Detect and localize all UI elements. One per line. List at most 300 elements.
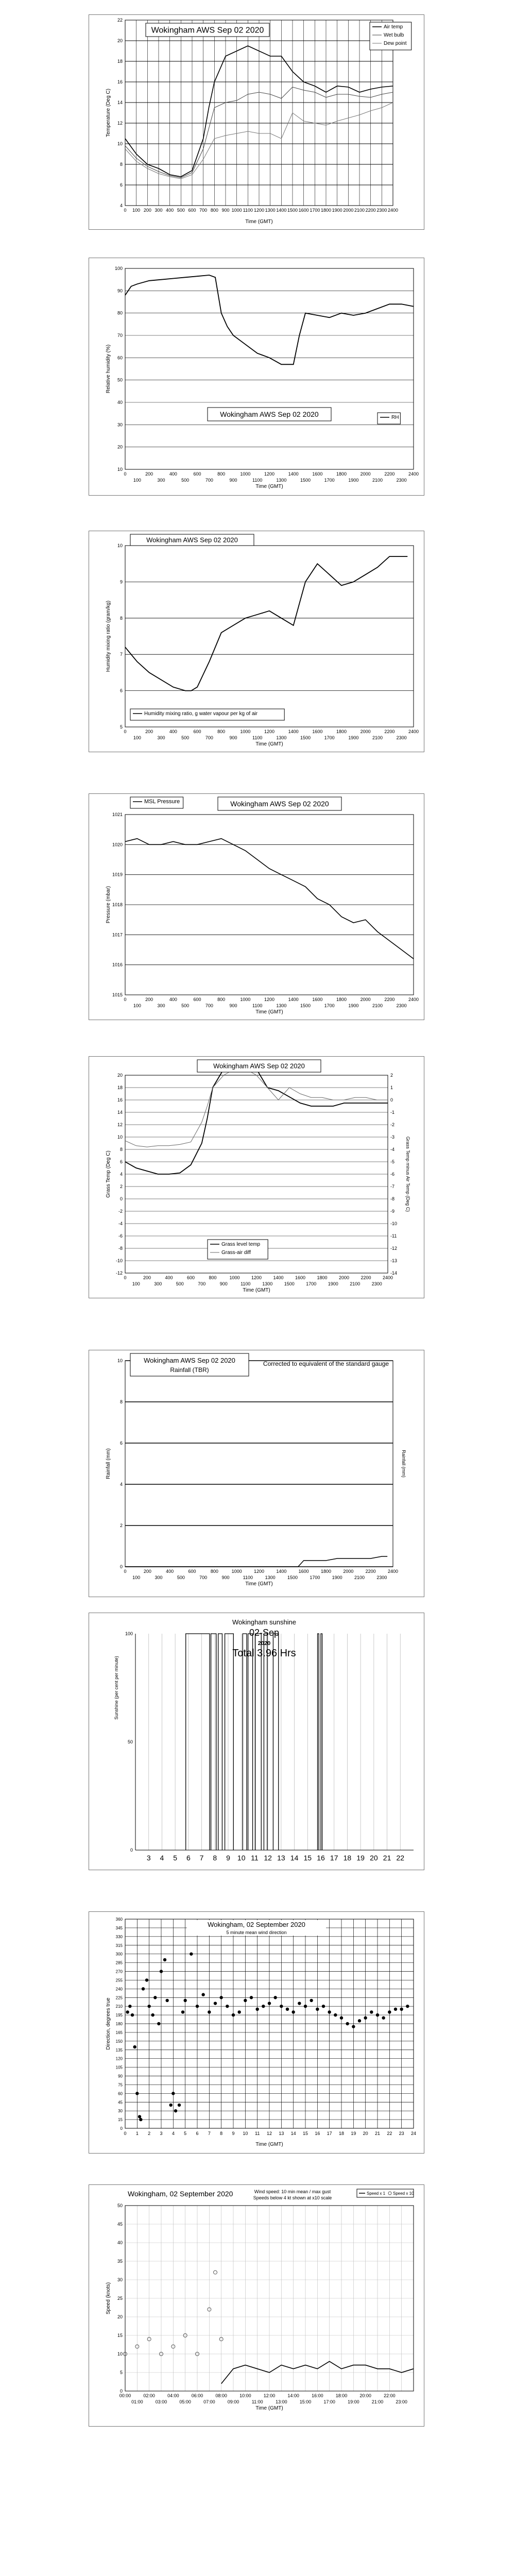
- y-tick-label: -10: [115, 1258, 123, 1263]
- x-tick-label: 0: [124, 997, 127, 1002]
- y-tick-label: 4: [119, 1172, 123, 1177]
- x-tick-label: 300: [157, 735, 165, 740]
- x-tick-label: 1900: [332, 1575, 342, 1580]
- wind-direction-point: [316, 2008, 319, 2011]
- x-tick-label: 200: [145, 729, 153, 734]
- x-tick-label: 200: [143, 1275, 151, 1280]
- x-tick-label: 1300: [262, 1281, 273, 1286]
- x-tick-label: 2100: [372, 1003, 383, 1008]
- y-tick-label: 45: [117, 2222, 123, 2227]
- x-tick-label: 2000: [343, 1569, 354, 1574]
- x-tick-label: 2400: [408, 729, 419, 734]
- x-tick-label: 07:00: [203, 2399, 215, 2404]
- wind-direction-point: [291, 2010, 295, 2013]
- y-tick-label: 18: [117, 1085, 123, 1090]
- x-tick-label: 1000: [240, 997, 251, 1002]
- x-tick-label: 5: [173, 1854, 178, 1862]
- y-tick-label: 1019: [112, 872, 123, 877]
- wind-direction-point: [352, 2025, 355, 2028]
- x-tick-label: 0: [124, 729, 127, 734]
- x-tick-label: 1200: [264, 729, 275, 734]
- y-tick-label: 1015: [112, 992, 123, 997]
- chart-subtitle: 5 minute mean wind direction: [226, 1930, 287, 1935]
- x-tick-label: 400: [165, 1275, 173, 1280]
- y-tick-label: 300: [115, 1952, 123, 1957]
- x-tick-label: 600: [193, 997, 201, 1002]
- y-axis-label: Humidity mixing ratio (gram/kg): [106, 600, 111, 672]
- wind-direction-point: [151, 2013, 154, 2016]
- wind-direction-point: [135, 2092, 139, 2095]
- x-tick-label: 8: [213, 1854, 217, 1862]
- x-tick-label: 900: [229, 1003, 237, 1008]
- sunshine-bar: [218, 1634, 222, 1850]
- x-axis-label: Time (GMT): [255, 484, 283, 489]
- sunshine-bar: [255, 1634, 262, 1850]
- speed-x10-point: [214, 2270, 217, 2274]
- x-tick-label: 1400: [273, 1275, 284, 1280]
- y-tick-label: 165: [115, 2030, 123, 2035]
- y-tick-label: 0: [120, 2126, 123, 2131]
- x-tick-label: 6: [186, 1854, 191, 1862]
- y-tick-label: 30: [117, 422, 123, 428]
- wind-direction-point: [139, 2118, 142, 2121]
- x-tick-label: 20: [370, 1854, 378, 1862]
- x-tick-label: 2100: [354, 1575, 365, 1580]
- x-tick-label: 09:00: [227, 2399, 239, 2404]
- x-tick-label: 600: [186, 1275, 195, 1280]
- x-tick-label: 1800: [320, 1569, 332, 1574]
- wind-direction-point: [400, 2008, 403, 2011]
- wind-direction-point: [142, 1987, 145, 1990]
- x-tick-label: 400: [166, 1569, 174, 1574]
- x-tick-label: 1700: [310, 1575, 320, 1580]
- chart-panel-sunshine: [89, 1613, 424, 1870]
- y-tick-label: 6: [119, 1159, 123, 1164]
- wind-direction-point: [163, 1958, 166, 1961]
- chart-panel-wind-direction: [89, 1911, 424, 2154]
- x-tick-label: 1000: [231, 208, 242, 213]
- wind-direction-point: [232, 2013, 235, 2016]
- legend-label: RH: [391, 415, 399, 420]
- y-right-tick-label: -9: [390, 1209, 395, 1214]
- x-tick-label: 1600: [312, 729, 323, 734]
- x-tick-label: 600: [188, 208, 196, 213]
- x-tick-label: 18: [343, 1854, 352, 1862]
- y-tick-label: 14: [117, 100, 123, 105]
- y-tick-label: 315: [115, 1943, 123, 1948]
- y-tick-label: 20: [117, 38, 123, 43]
- wind-direction-point: [298, 2002, 301, 2005]
- x-tick-label: 14: [290, 1854, 299, 1862]
- y-tick-label: 1021: [112, 812, 123, 817]
- x-tick-label: 04:00: [167, 2393, 179, 2398]
- x-tick-label: 0: [124, 1275, 127, 1280]
- x-tick-label: 2: [148, 2131, 151, 2136]
- x-tick-label: 700: [198, 1281, 206, 1286]
- y-tick-label: 20: [117, 2314, 123, 2319]
- x-tick-label: 3: [160, 2131, 163, 2136]
- x-tick-label: 1500: [300, 735, 311, 740]
- y-tick-label: 240: [115, 1987, 123, 1992]
- y-tick-label: 225: [115, 1995, 123, 2001]
- x-tick-label: 1: [135, 2131, 139, 2136]
- x-tick-label: 15:00: [299, 2399, 312, 2404]
- sunshine-bar: [243, 1634, 247, 1850]
- x-tick-label: 200: [143, 1569, 151, 1574]
- x-tick-label: 1700: [310, 208, 320, 213]
- wind-direction-point: [133, 2045, 136, 2048]
- x-tick-label: 8: [220, 2131, 223, 2136]
- chart-title: Wokingham sunshine: [232, 1618, 297, 1626]
- y-tick-label: 15: [117, 2333, 123, 2338]
- y-tick-label: 10: [117, 141, 123, 146]
- x-tick-label: 01:00: [131, 2399, 143, 2404]
- x-tick-label: 2200: [384, 471, 395, 477]
- wind-direction-point: [131, 2013, 134, 2016]
- x-tick-label: 18: [338, 2131, 345, 2136]
- x-tick-label: 600: [193, 729, 201, 734]
- x-tick-label: 19: [356, 1854, 365, 1862]
- x-tick-label: 2200: [384, 997, 395, 1002]
- y-tick-label: 0: [119, 1196, 123, 1201]
- wind-direction-point: [219, 1996, 222, 1999]
- y-tick-label: 360: [115, 1917, 123, 1922]
- y-tick-label: 15: [118, 2117, 123, 2123]
- chart-title: Wokingham, 02 September 2020: [208, 1921, 305, 1928]
- x-tick-label: 05:00: [179, 2399, 191, 2404]
- y-tick-label: 285: [115, 1960, 123, 1965]
- x-tick-label: 400: [166, 208, 174, 213]
- y-tick-label: 100: [114, 266, 123, 271]
- x-tick-label: 13: [277, 1854, 285, 1862]
- y-tick-label: 1018: [112, 902, 123, 907]
- x-tick-label: 10: [243, 2131, 248, 2136]
- wind-direction-point: [255, 2008, 259, 2011]
- x-tick-label: 1500: [300, 1003, 311, 1008]
- x-tick-label: 17:00: [323, 2399, 335, 2404]
- x-tick-label: 9: [232, 2131, 235, 2136]
- x-tick-label: 1400: [288, 471, 299, 477]
- y-tick-label: 16: [117, 1097, 123, 1103]
- wind-direction-point: [268, 2002, 271, 2005]
- y-right-tick-label: 2: [390, 1073, 393, 1078]
- x-tick-label: 800: [217, 997, 226, 1002]
- x-tick-label: 1600: [312, 471, 323, 477]
- x-tick-label: 1600: [298, 208, 309, 213]
- y-tick-label: 0: [119, 1564, 123, 1569]
- plot-frame: [125, 268, 414, 469]
- x-tick-label: 11: [251, 1854, 259, 1862]
- x-tick-label: 1900: [332, 208, 342, 213]
- x-tick-label: 500: [176, 1281, 184, 1286]
- y-tick-label: 14: [117, 1110, 123, 1115]
- x-axis-label: Time (GMT): [245, 1581, 273, 1587]
- x-tick-label: 1900: [328, 1281, 338, 1286]
- x-tick-label: 16:00: [312, 2393, 323, 2398]
- x-tick-label: 800: [210, 1569, 218, 1574]
- chart-title: Wokingham AWS Sep 02 2020: [144, 1357, 235, 1364]
- x-tick-label: 900: [221, 208, 230, 213]
- x-tick-label: 1800: [320, 208, 332, 213]
- x-tick-label: 22: [387, 2131, 392, 2136]
- y-tick-label: 16: [117, 79, 123, 84]
- x-tick-label: 21: [383, 1854, 391, 1862]
- y-tick-label: 7: [119, 652, 123, 657]
- wind-direction-point: [171, 2092, 175, 2095]
- x-tick-label: 800: [217, 729, 226, 734]
- y-tick-label: 8: [119, 1399, 123, 1404]
- y-tick-label: 30: [118, 2109, 123, 2114]
- y-tick-label: 40: [117, 2240, 123, 2245]
- wind-direction-point: [190, 1952, 193, 1955]
- y-right-tick-label: -5: [390, 1159, 395, 1164]
- x-tick-label: 10:00: [239, 2393, 251, 2398]
- x-tick-label: 400: [169, 729, 177, 734]
- wind-direction-point: [169, 2104, 172, 2107]
- wind-direction-point: [244, 1999, 247, 2002]
- x-tick-label: 1500: [287, 1575, 298, 1580]
- y-tick-label: 195: [115, 2013, 123, 2018]
- wind-speed-chart: [89, 2185, 424, 2426]
- y-tick-label: 150: [115, 2039, 123, 2044]
- x-tick-label: 2300: [371, 1281, 382, 1286]
- x-tick-label: 0: [124, 208, 127, 213]
- chart-panel-temperature: [89, 14, 424, 230]
- x-tick-label: 11: [254, 2131, 260, 2136]
- sunshine-bar: [248, 1634, 253, 1850]
- x-tick-label: 15: [303, 1854, 312, 1862]
- y-tick-label: 10: [117, 1134, 123, 1140]
- x-tick-label: 1700: [324, 735, 335, 740]
- series-line-0: [125, 839, 414, 959]
- x-tick-label: 1900: [348, 1003, 359, 1008]
- wind-direction-point: [196, 2005, 199, 2008]
- x-tick-label: 100: [133, 1003, 141, 1008]
- y-right-tick-label: -7: [390, 1184, 395, 1189]
- y-axis-label: Speed (knots): [106, 2282, 111, 2315]
- y-tick-label: 5: [119, 724, 123, 730]
- chart-panel-wind-speed: [89, 2184, 424, 2427]
- x-tick-label: 9: [226, 1854, 230, 1862]
- y-right-tick-label: 1: [390, 1085, 393, 1090]
- x-tick-label: 900: [221, 1575, 230, 1580]
- x-tick-label: 20:00: [359, 2393, 371, 2398]
- x-tick-label: 1100: [252, 735, 263, 740]
- y-tick-label: 80: [117, 310, 123, 316]
- x-tick-label: 500: [181, 1003, 190, 1008]
- x-tick-label: 15: [302, 2131, 308, 2136]
- x-tick-label: 500: [181, 735, 190, 740]
- x-tick-label: 300: [154, 1281, 162, 1286]
- y-tick-label: 4: [119, 203, 123, 208]
- y-tick-label: 8: [119, 162, 123, 167]
- x-tick-label: 200: [145, 471, 153, 477]
- y-tick-label: 22: [117, 18, 123, 23]
- x-tick-label: 13:00: [276, 2399, 287, 2404]
- y-tick-label: 0: [130, 1848, 133, 1853]
- y-tick-label: 60: [117, 355, 123, 361]
- x-tick-label: 23:00: [396, 2399, 407, 2404]
- y-right-tick-label: -6: [390, 1172, 395, 1177]
- x-tick-label: 3: [146, 1854, 151, 1862]
- x-tick-label: 11:00: [251, 2399, 263, 2404]
- y-right-tick-label: -4: [390, 1147, 395, 1152]
- sunshine-bar: [273, 1634, 278, 1850]
- y-tick-label: 12: [117, 121, 123, 126]
- legend-label: Speed x 10: [393, 2191, 414, 2196]
- x-tick-label: 1200: [253, 1569, 265, 1574]
- x-tick-label: 1200: [264, 997, 275, 1002]
- y-right-axis-label: Grass Temp minus Air Temp (Deg C): [405, 1136, 410, 1212]
- chart-title: Wokingham AWS Sep 02 2020: [151, 26, 264, 35]
- chart-note: Speeds below 4 kt shown at x10 scale: [253, 2195, 332, 2200]
- x-tick-label: 800: [217, 471, 226, 477]
- x-tick-label: 2200: [365, 208, 376, 213]
- chart-panel-relative-humidity: [89, 258, 424, 496]
- x-tick-label: 21:00: [371, 2399, 384, 2404]
- x-tick-label: 300: [157, 1003, 165, 1008]
- y-tick-label: 1017: [112, 932, 123, 938]
- x-tick-label: 21: [374, 2131, 381, 2136]
- y-tick-label: 30: [117, 2277, 123, 2282]
- x-tick-label: 1800: [336, 471, 347, 477]
- y-axis-label: Sunshine (per cent per minute): [114, 1656, 119, 1720]
- plot-frame: [125, 1361, 393, 1567]
- x-tick-label: 600: [188, 1569, 196, 1574]
- y-tick-label: 60: [118, 2091, 123, 2096]
- wind-direction-point: [310, 1999, 313, 2002]
- y-right-tick-label: -11: [390, 1233, 397, 1239]
- x-tick-label: 2000: [360, 729, 371, 734]
- wind-direction-point: [273, 1996, 277, 1999]
- x-tick-label: 12: [266, 2131, 272, 2136]
- x-tick-label: 24: [410, 2131, 417, 2136]
- x-tick-label: 100: [132, 208, 141, 213]
- x-tick-label: 2300: [396, 735, 407, 740]
- sunshine-bar: [264, 1634, 267, 1850]
- x-tick-label: 1000: [240, 729, 251, 734]
- y-tick-label: 10: [117, 2351, 123, 2357]
- x-tick-label: 2400: [387, 208, 399, 213]
- y-tick-label: 18: [117, 59, 123, 64]
- sunshine-bar: [186, 1634, 210, 1850]
- x-tick-label: 1400: [288, 997, 299, 1002]
- y-tick-label: 90: [118, 2074, 123, 2079]
- wind-direction-point: [237, 2010, 241, 2013]
- x-tick-label: 2300: [396, 1003, 407, 1008]
- y-tick-label: -8: [118, 1246, 123, 1251]
- chart-subtitle: Rainfall (TBR): [170, 1366, 209, 1374]
- x-tick-label: 2100: [372, 735, 383, 740]
- x-tick-label: 2000: [360, 471, 371, 477]
- wind-direction-point: [183, 1999, 186, 2002]
- chart-title: Wokingham AWS Sep 02 2020: [230, 799, 329, 808]
- y-tick-label: 345: [115, 1925, 123, 1930]
- chart-title: Wokingham AWS Sep 02 2020: [146, 536, 238, 544]
- y-tick-label: 50: [117, 377, 123, 383]
- chart-title: Wokingham, 02 September 2020: [128, 2190, 233, 2198]
- x-tick-label: 100: [132, 1281, 140, 1286]
- x-tick-label: 22: [396, 1854, 405, 1862]
- x-tick-label: 1400: [276, 208, 287, 213]
- x-tick-label: 1700: [306, 1281, 317, 1286]
- wind-direction-point: [280, 2005, 283, 2008]
- wind-direction-point: [208, 2010, 211, 2013]
- y-tick-label: 20: [117, 1073, 123, 1078]
- y-tick-label: 25: [117, 2296, 123, 2301]
- x-tick-label: 2400: [408, 471, 419, 477]
- x-tick-label: 700: [205, 1003, 213, 1008]
- x-tick-label: 700: [205, 478, 213, 483]
- x-tick-label: 1000: [229, 1275, 240, 1280]
- x-tick-label: 400: [169, 997, 177, 1002]
- x-tick-label: 2000: [338, 1275, 350, 1280]
- x-tick-label: 800: [209, 1275, 217, 1280]
- x-tick-label: 6: [196, 2131, 199, 2136]
- plot-frame: [125, 546, 414, 727]
- y-tick-label: 50: [127, 1739, 133, 1744]
- chart-total: Total 3.96 Hrs: [232, 1648, 296, 1659]
- x-tick-label: 16: [315, 2131, 320, 2136]
- x-tick-label: 12: [264, 1854, 272, 1862]
- x-tick-label: 700: [199, 208, 208, 213]
- chart-panel-grass-temperature: [89, 1056, 424, 1298]
- wind-direction-point: [376, 2013, 379, 2016]
- series-line-0: [125, 1556, 387, 1567]
- x-tick-label: 1100: [241, 1281, 251, 1286]
- x-tick-label: 20: [363, 2131, 368, 2136]
- x-tick-label: 1100: [252, 478, 263, 483]
- x-tick-label: 13: [279, 2131, 284, 2136]
- x-tick-label: 2000: [360, 997, 371, 1002]
- x-tick-label: 400: [169, 471, 177, 477]
- y-tick-label: 12: [117, 1122, 123, 1127]
- x-tick-label: 1900: [348, 735, 359, 740]
- temperature-chart: [89, 15, 424, 229]
- y-right-tick-label: -12: [390, 1246, 398, 1251]
- x-tick-label: 900: [219, 1281, 228, 1286]
- x-tick-label: 2100: [350, 1281, 360, 1286]
- wind-direction-point: [157, 2022, 160, 2025]
- wind-direction-point: [394, 2008, 397, 2011]
- x-tick-label: 1700: [324, 478, 335, 483]
- y-tick-label: 35: [117, 2259, 123, 2264]
- x-axis-label: Time (GMT): [255, 741, 283, 747]
- relative-humidity-chart: [89, 258, 424, 495]
- legend-label: Speed x 1: [367, 2191, 386, 2196]
- x-tick-label: 300: [154, 208, 163, 213]
- x-tick-label: 500: [181, 478, 190, 483]
- y-right-tick-label: -14: [390, 1270, 398, 1276]
- y-tick-label: 8: [119, 1147, 123, 1152]
- y-right-tick-label: -13: [390, 1258, 398, 1263]
- series-line-0: [125, 1063, 388, 1174]
- wind-direction-point: [138, 2115, 141, 2118]
- x-tick-label: 19:00: [348, 2399, 359, 2404]
- x-tick-label: 17: [330, 1854, 338, 1862]
- y-tick-label: 2: [119, 1184, 123, 1189]
- y-tick-label: 40: [117, 400, 123, 405]
- sunshine-bar: [225, 1634, 234, 1850]
- x-tick-label: 22:00: [384, 2393, 396, 2398]
- x-tick-label: 4: [160, 1854, 164, 1862]
- x-tick-label: 2300: [376, 1575, 387, 1580]
- x-tick-label: 1900: [348, 478, 359, 483]
- x-tick-label: 2400: [387, 1569, 399, 1574]
- x-tick-label: 10: [237, 1854, 246, 1862]
- y-tick-label: 10: [117, 543, 123, 548]
- chart-title: Wokingham AWS Sep 02 2020: [220, 410, 319, 418]
